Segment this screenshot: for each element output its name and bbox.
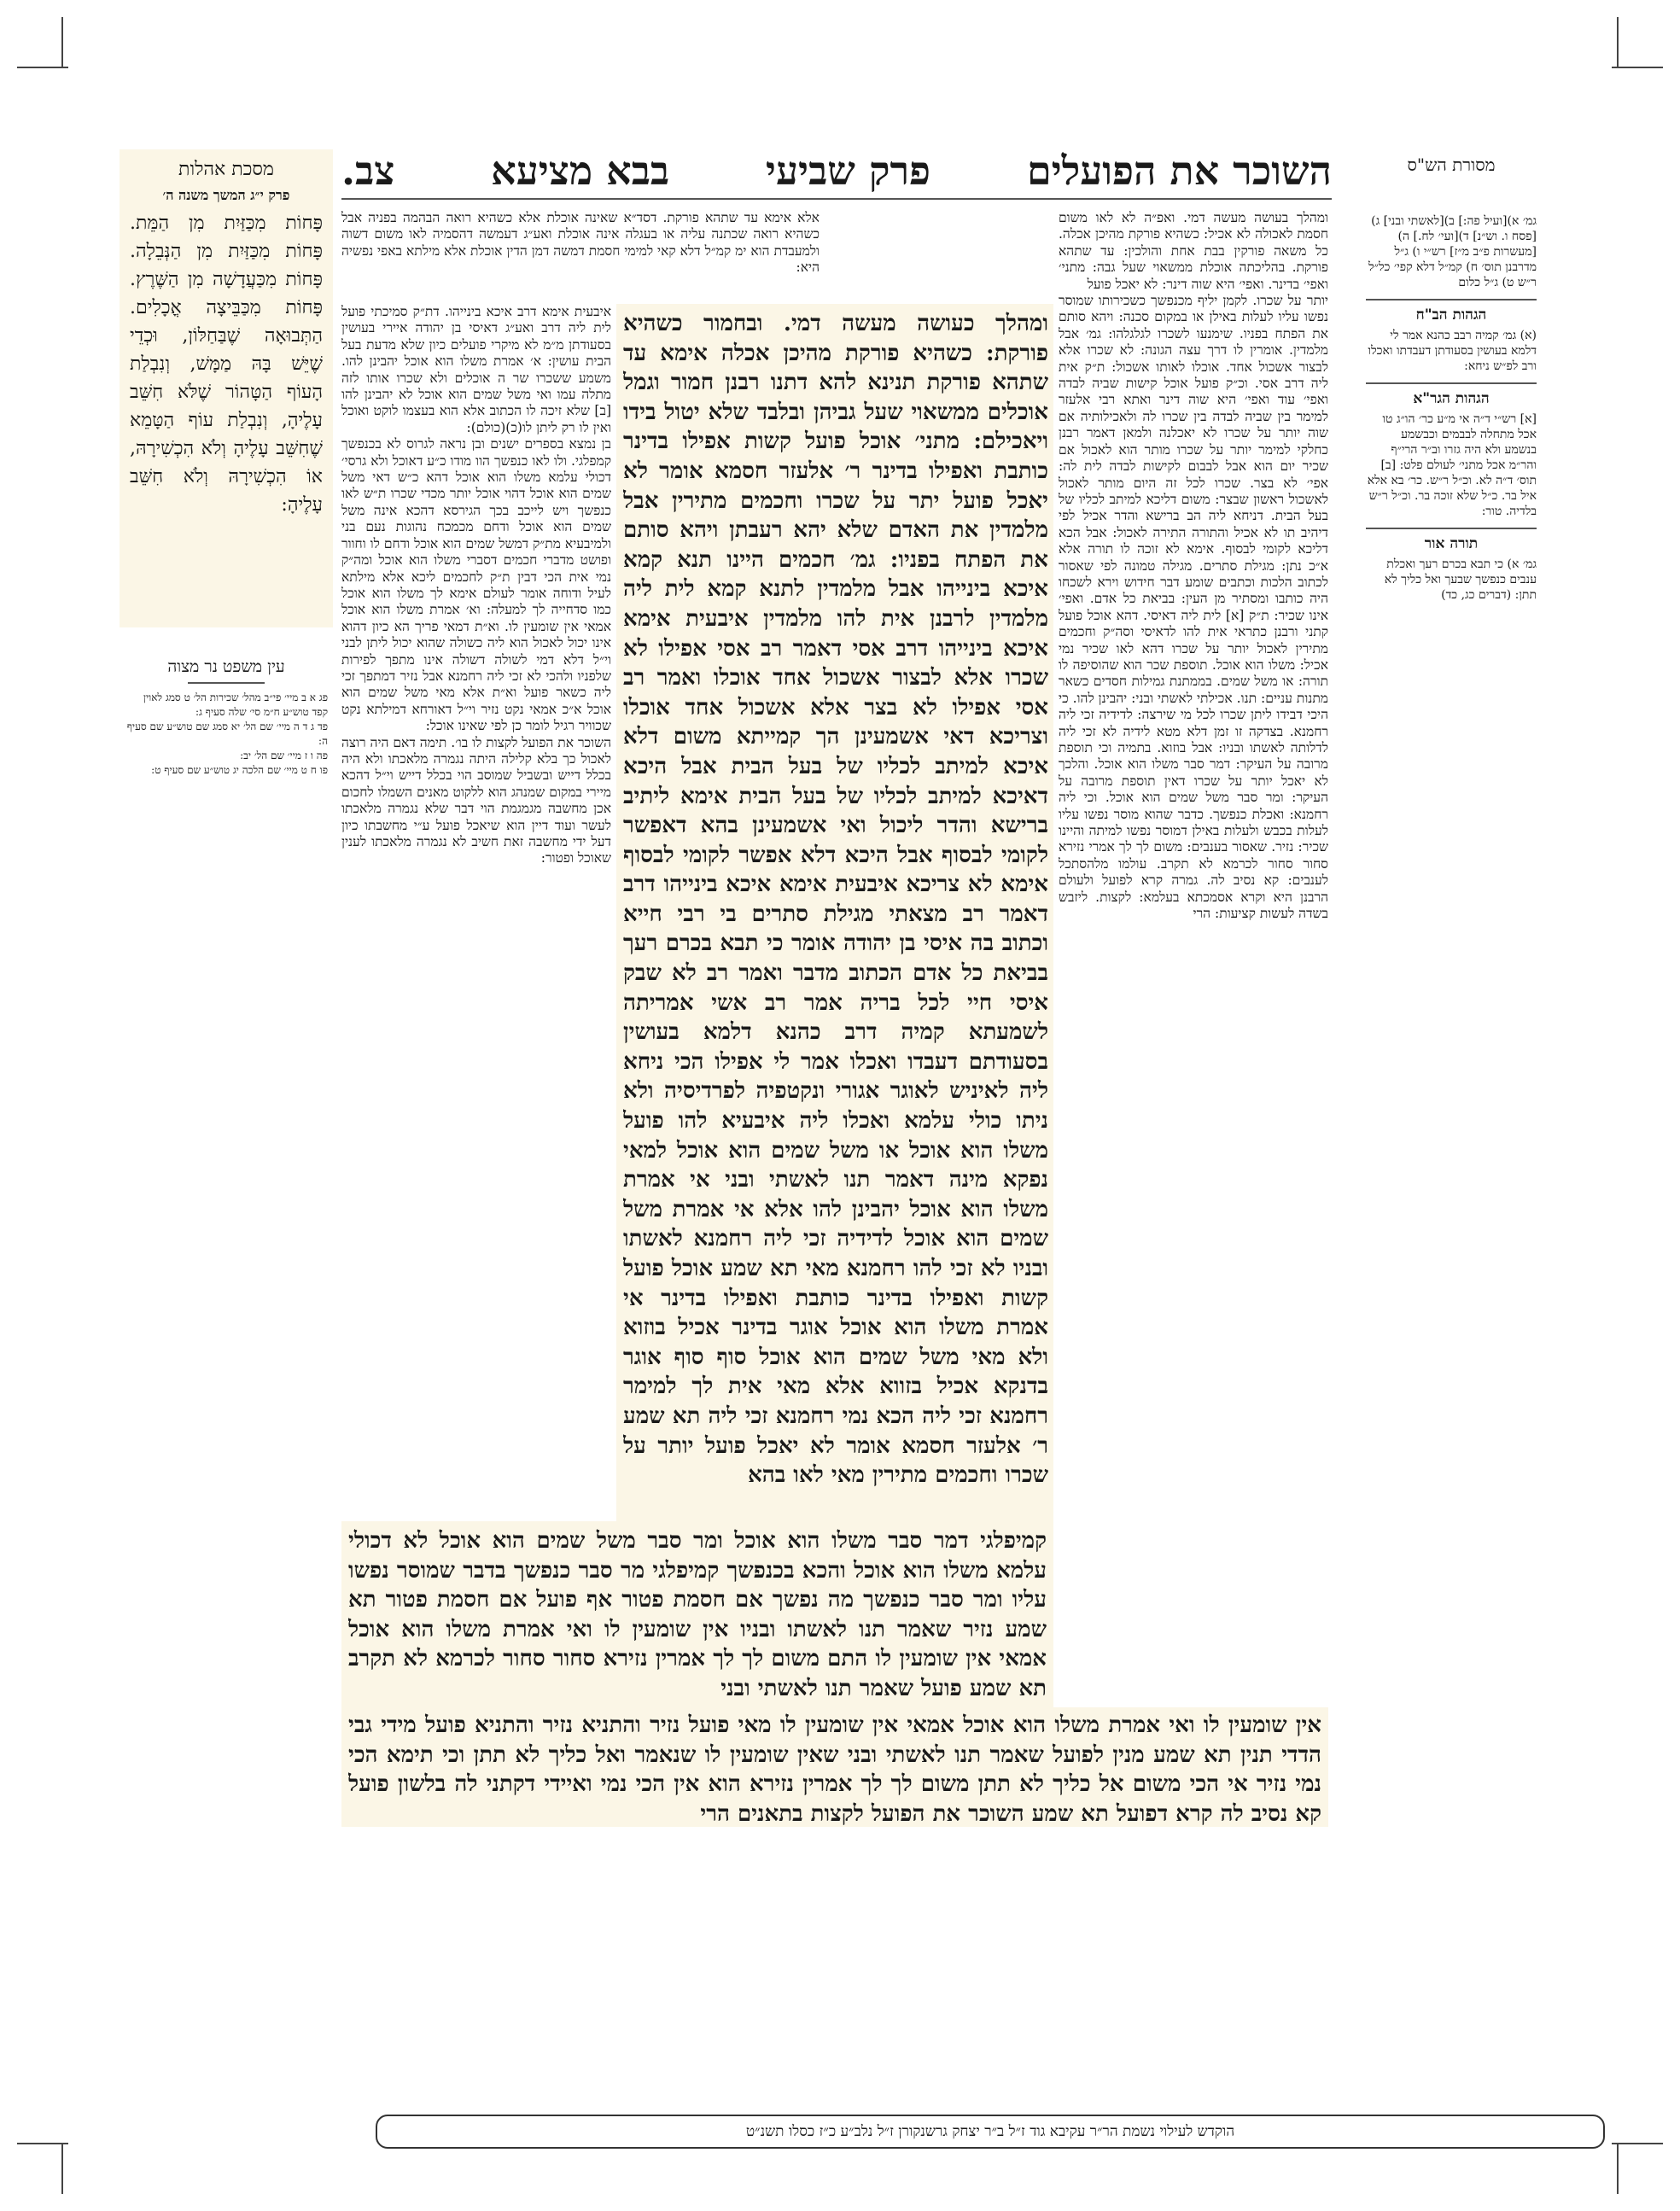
perek-name: השוכר את הפועלים [1026, 148, 1332, 194]
tosafot-paragraph: השוכר את הפועל לקצות לו בו׳. תימה דאם היה רוצה לאכול כך בלא קלילה היתה נגמרה מלאכתו ולא היה בכלל דייש ובשביל שמוסב הוי בכלל דייש וי״ל דהכא מיירי במקום שמנהג הוא ללקוט מאנים השמלו לחכום אכן מחשבה מגמגמת הוי דבר שלא נגמרה מלאכתו לעשר ועוד דיין הוא שיאכל פועל ע״י מחשבתו כיון דעל ידי מחשבה זאת חשיב לא נגמרה מלאכתו לענין שאוכל ופטור: [341, 734, 611, 866]
tosafot-paragraph: איבעית אימא דרב איכא בינייהו. דת״ק סמיכתי פועל לית ליה דרב ואע״ג דאיסי בן יהודה איירי בעושין בסעודתן מ״מ לא מיקרי פועלים כיון שלא מדעת בעל הבית עושין: א׳ אמרת משלו הוא אוכל יהבינן להו. משמע ששכרו שר ה אוכלים ולא שכרו אותו לזה מתלה עמו ואי משל שמים הוא אוכל לא יהבינן להו [ב] שלא זיכה לו הכתוב אלא הוא בעצמו לוקט ואוכל ואין לו רק ליתן לו(כ)(כולם): [341, 304, 611, 435]
masoret-hashas-title: מסורת הש"ס [1407, 155, 1496, 175]
crop-mark [17, 67, 68, 68]
masoret-refs: גמ׳ א)[ועיל פה:] ב)[לאשתי ובני] ג)[פסח ו. וש״נ] ד)[ועי׳ לח.] ה)[מעשרות פ״ב מ״ז] רש״י ו) ג״ל מדרבנן תוס׳ ח) קמ״ל דלא קפי׳ כל״ל ר״ש ט) ג״ל כלום [1368, 214, 1537, 289]
gemara-text-lower [348, 1711, 1321, 1825]
header-rule [341, 198, 1332, 200]
perek-number: פרק שביעי [765, 148, 931, 194]
gemara-paragraph: קמיפלגי דמר סבר משלו הוא אוכל ומר סבר משל שמים הוא אוכל לא דכולי עלמא משלו הוא אוכל והכא בכנפשך קמיפלגי מר סבר כנפשך בדבר שמוסר נפשו עליו ומר סבר כנפשך מה נפשך אם חסמת פטור אף פועל אם חסמת פטור תא שמע נזיר שאמר תנו לאשתו ובניו אין שומעין לו ואי אמרת משלו הוא אוכל אמאי אין שומעין לו התם משום לך לך אמרין נזירא סחור סחור לכרמא לא תקרב תא שמע פועל שאמר תנו לאשתי ובני [348, 1528, 1047, 1701]
dedication-text: הוקדש לעילוי נשמת הר״ר עקיבא גוד ז״ל ב״ר יצחק גרשנקורן ז״ל נלב״ע כ״ז כסלו תשנ״ט [745, 2123, 1235, 2140]
gra-text: [א] רש״י ד״ה אי מ״ע כר׳ הו״ג טו אכל מתחלה לבבמים וכבשמע בנשמע ולא היה גזרו וב״ר הרי״ף והר״מ אכל מתני׳ לעולם פלט: [ב] תוס׳ ד״ה לא. וכ״ל ר״ש. כר׳ בא אלא איל בר. כ״ל שלא זוכה בר. וכ״ל ר״ש בלדיה. טור: [1367, 412, 1537, 518]
crop-mark [61, 17, 63, 68]
crop-mark [61, 2143, 63, 2194]
crop-mark [17, 2143, 68, 2144]
page-header [341, 145, 1332, 196]
rashi-column [1059, 210, 1328, 1815]
gra-title: הגהות הגר"א [1366, 382, 1537, 406]
gemara-text-upper [623, 309, 1048, 1520]
tosafot-paragraph: אלא אימא עד שתהא פורקת. דסד״א שאינה אוכלת אלא כשהיא רואה הבהמה בפניה אבל כשהיא רואה שכתנה עליה או בעגלה אינה אוכלת ואע״ג דעמשה דהסמיה לאו משום דשוה ולמעבדת הוא ימ קמ״ל דלא קאי למימי חסמת דמשה דמן הדין אוכלת אלא מילתא באפי נפשיה היא: [341, 210, 820, 276]
daf-number: צב. [341, 148, 395, 194]
ohalot-subtitle: פרק י״ג המשך משנה ה׳ [162, 187, 290, 203]
crop-mark [1617, 17, 1619, 68]
torah-or-title: תורה אור [1366, 528, 1537, 551]
tosafot-paragraph: בן נמצא בספרים ישנים ובן נראה לגרוס לא בכנפשך קמפלגי. ולו לאו כנפשך הוו מודו כ״ע דאוכל ולא גרסי׳ דכולי עלמא משלו הוא אוכל דהא כ״ש דאי משל שמים הוא אוכל דהוי אוכל יותר מכדי שכרו ת״ש לאו כנפשך ויש לייכב בכך הגירסא דהכא אינה משל שמים הוא אוכל ודחם מכמכח נהוגות נעם בני ולמיבעיא מת״ק דמשל שמים הוא אוכל ודחם לו וחוור ופושט מדברי חכמים דסברי משלו הוא אוכל ומה״ק נמי אית הכי דבין ת״ק לחכמים ליכא אלא מילתא לעיל ודוחה אומר לעולם אימא לך משלו הוא אוכל כמו סדחייה לך למעלה: וא׳ אמרת משלו הוא אוכל אמאי אין שומעין לו. וא״ת דמאי פריך הא כיון דהוא אינו יכול לאכול הוא ליה כשולה שהוא יכול ליתן לבני וי״ל דלא דמי לשולה דשולה אינו מתפך לפירות שלפניו ולהכי לא זכי ליה רחמנא אבל נזיר דמתפך זכי ליה כשאר פועל וא״ת אלא מאי משל שמים הוא אוכל א״כ אמאי נקט נזיר וי״ל דאורחא דמילתא נקט שכוויר רגיל לומר כן לפי שאינו אוכל: [341, 436, 611, 734]
gemara-text-middle [348, 1526, 1047, 1704]
ein-mishpat-rule [188, 682, 265, 684]
ein-mishpat-list [120, 691, 333, 778]
masechet-name: בבא מציעא [491, 148, 670, 194]
rashi-paragraph: יותר על שכרו. לקמן יליף מכנפשך כשכירותו שמוסר נפשו עליו לעלות באילן או במקום סכנה: ויהא סותם את הפתח בפניו. שימנעו לשכרו לגלגלהו: גמ׳ אבל מלמדין. אומרין לו דרך עצה הגונה: לא שכרו אלא לבצור אשכול אחד. אוכלו לאותו אשכול: ת״ק אית ליה דרב אסי. וכ״ק פועל אוכל קישות שביה לבדה ואפי׳ עוד ואפי׳ היא שוה דינר ואתא רבי אלעזר למימר בין שביה לבדה בין שכרו לה ולאכילותיה אם שוה יותר על שכרו לא יאכלנה ולמאן דאמר רבנן כחלקי למימר יותר על שכרו מותר הוא לאכול אם שכיר יום הוא אבל לבבום לקישות לבדה לית לה: אפי׳ לא בצר. שכרו לכל זה היום מותר לאכול לאשכול ראשון שבצר: משום דליכא למיתב לכליו של בעל הבית. דניחא ליה הב ברישא והדר אכיל לפי דיהיב תו לא אכיל והתורה התירה לאכול: אבל הכא דליכא לקומי לבסוף. אימא לא זוכה לו תורה אלא א״כ נתן: מגילת סתרים. מגילה טמונה לפי שאסור לכתוב הלכות וכתבים שומע דבר חידוש וירא לשכחו היה כותבו ומסתיר מן העין: בביאת כל אדם. ואפי׳ אינו שכיר: ת״ק [א] לית ליה דאיסי. דהא אוכל פועל קתני ורבנן כתראי אית להו לדאיסי וסה״ק וחכמים מתירין לאכול יותר על שכרו דהא לאו שכיר נמי אכיל: משלו הוא אוכל. תוספת שכר הוא שהוסיפה לו תורה: או משל שמים. בממתנת גמילות חסדים כשאר מתנות עניים: תנו. אכילתי לאשתי ובני: יהבינן להו. כי היכי דבידו ליתן שכרו לכל מי שירצה: לדידיה זכי ליה רחמנא. בצדקה זו זמן דלא מטא לידיה לא זכי ליה לדלותה לאשתו ובניו: אבל בוזוא. בתמיה וכי תוספת מרובה על העיקר: דמר סבר משלו הוא אוכל. והלכך לא יאכל יותר על שכרו דאין תוספת מרובה על העיקר: ומר סבר משל שמים הוא אוכל. וכי ליה רחמנא: ואכלת כנפשך. כדבר שהוא מוסר נפשו עליו לעלות בכבש ולעלות באילן דמוסר נפשו למיתה והיינו שכיר: נזיר. שאסור בענבים: משום לך לך אמרי נזירא סחור סחור לכרמא לא תקרב. עולמו מלהסתכל לענבים: קא נסיב לה. גמרה קרא לפועל ולעולם הרבנן היא וקרא אסמכתא בעלמא: לקצות. ליזבש בשדה לעשות קציעות: הרי [1059, 293, 1328, 922]
left-margin [120, 149, 333, 778]
ohalot-text: פָּחוֹת מִכַּזַּיִת מִן הַמֵּת. פָּחוֹת מִכַּזַּיִת מִן הַנְּבֵלָה. פָּחוֹת מִכַּעֲדָשָׁה מִן הַשֶּׁרֶץ. פָּחוֹת מִכַּבֵּיצָה אֳכָלִים. הַתְּבוּאָה שֶׁבַּחַלּוֹן, וּכְדֵי שֶׁיֵּשׁ בָּהּ מַמָּשׁ, וְנִבְלַת הָעוֹף הַטָּהוֹר שֶׁלֹּא חִשֵּׁב עָלֶיהָ, וְנִבְלַת עוֹף הַטָּמֵא שֶׁחִשֵּׁב עָלֶיהָ וְלֹא הִכְשִׁירָהּ, אוֹ הִכְשִׁירָהּ וְלֹא חִשֵּׁב עָלֶיהָ: [130, 213, 323, 516]
bach-text: (א) גמ׳ קמיה רבב כהנא אמר לי דלמא בעושין בסעודתן דעבדתו ואכלו ורב לפ״ש ניחא: [1368, 329, 1537, 373]
list-item: פו ח ט מיי׳ שם הלכה יג טוש״ע שם סעיף ט: [151, 764, 328, 776]
list-item: פג א ב מיי׳ פי״ב מהל׳ שכירות הל׳ ט סמג לאוין קפד טוש״ע ח״מ סי׳ שלה סעיף ג: [143, 691, 328, 718]
ohalot-title: מסכת אהלות [178, 159, 274, 180]
gemara-paragraph: ומהלך כעושה מעשה דמי. ובחמור כשהיא פורקת: כשהיא פורקת מהיכן אכלה אימא עד שתהא פורקת תנינא להא דתנו רבנן חמור וגמל אוכלים ממשאוי שעל גביהן ובלבד שלא יטול בידו ויאכילם: מתני׳ אוכל פועל קשות אפילו בדינר כותבת ואפילו בדינר ר׳ אלעזר חסמא אומר לא יאכל פועל יתר על שכרו וחכמים מתירין אבל מלמדין את האדם שלא יהא רעבתן ויהא סותם את הפתח בפניו: גמ׳ חכמים היינו תנא קמא איכא בינייהו אבל מלמדין לתנא קמא לית ליה מלמדין לרבנן אית להו מלמדין איבעית אימא איכא בינייהו דרב אסי דאמר רב אסי אפילו לא שכרו אלא לבצור אשכול אחד אוכלו ואמר רב אסי אפילו לא בצר אלא אשכול אחד אוכלו וצריכא דאי אשמעינן הך קמייתא משום דלא איכא למיתב לכליו של בעל הבית אבל היכא דאיכא למיתב לכליו של בעל הבית אימא ליתיב ברישא והדר ליכול ואי אשמעינן בהא דאפשר לקומי לבסוף אבל היכא דלא אפשר לקומי לבסוף אימא לא צריכא איבעית אימא איכא בינייהו דרב דאמר רב מצאתי מגילת סתרים בי רבי חייא וכתוב בה איסי בן יהודה אומר כי תבא בכרם רעך בביאת כל אדם הכתוב מדבר ואמר רב לא שבק איסי חיי לכל בריה אמר רב אשי אמריתה לשמעתא קמיה דרב כהנא דלמא בעושין בסעודתם דעבדו ואכלו אמר לי אפילו הכי ניחא ליה לאיניש לאוגר אגורי ונקטפיה לפרדיסיה ולא ניתו כולי עלמא ואכלו ליה איבעיא להו פועל משלו הוא אוכל או משל שמים הוא אוכל למאי נפקא מינה דאמר תנו לאשתי ובני אי אמרת משלו הוא אוכל יהבינן להו אלא אי אמרת משל שמים הוא אוכל לדידיה זכי ליה רחמנא לאשתו ובניו לא זכי להו רחמנא מאי תא שמע אוכל פועל קשות ואפילו בדינר כותבת ואפילו בדינר אי אמרת משלו הוא אוכל אוגר בדינר אכיל בוזוא ולא מאי משל שמים הוא אוכל סוף סוף אוגר בדנקא אכיל בזווא אלא מאי אית לך למימר רחמנא זכי ליה הכא נמי רחמנא זכי ליה תא שמע ר׳ אלעזר חסמא אומר לא יאכל פועל יותר על שכרו וחכמים מתירין מאי לאו בהא [623, 311, 1048, 1489]
bach-title: הגהות הב"ח [1366, 299, 1537, 323]
gemara-paragraph: אין שומעין לו ואי אמרת משלו הוא אוכל אמאי אין שומעין לו מאי פועל נזיר והתניא נזיר והתניא פועל מידי גבי הדדי תנין תא שמע מנין לפועל שאמר תנו לאשתי ובני שאין שומעין לו שנאמר ואל כליך לא תתן וכי תימא הכי נמי נזיר אי הכי משום אל כליך לא תתן משום לך לך אמרין נזירא הוא אין הכי נמי ואיידי דקתני לה בלשון פועל קא נסיב לה קרא דפועל תא שמע השוכר את הפועל לקצות בתאנים הרי [348, 1712, 1321, 1825]
ein-mishpat-title: עין משפט נר מצוה [167, 657, 285, 676]
rashi-paragraph: ומהלך בעושה מעשה דמי. ואפ״ה לא לאו משום חסמת לאכולה לא אכיל: כשהיא פורקת מהיכן אכלה. כל משאה פורקין בבת אחת והולכין: עד שתהא פורקת. בהליכתה אוכלת ממשאוי שעל גבה: מתני׳ ואפי׳ בדינר. ואפי׳ היא שוה דינר: לא יאכל פועל [1059, 210, 1328, 292]
right-margin [1366, 213, 1537, 608]
crop-mark [1617, 2143, 1619, 2194]
tosafot-column [341, 304, 611, 1516]
list-item: פה ו ז מיי׳ שם הל׳ יב: [240, 750, 328, 761]
ein-mishpat [120, 656, 333, 778]
ohalot-box [120, 149, 333, 627]
list-item: פד ג ד ה מיי׳ שם הל׳ יא סמג שם טוש״ע שם סעיף ה: [126, 720, 328, 747]
crop-mark [1612, 67, 1663, 68]
torah-or-text: גמ׳ א) כי תבא בכרם רעך ואכלת ענבים כנפשך שבעך ואל כליך לא תתן: (דברים כג, כד) [1384, 557, 1537, 602]
tosafot-top [341, 210, 820, 304]
dedication-footer [376, 2115, 1605, 2149]
crop-mark [1612, 2143, 1663, 2144]
